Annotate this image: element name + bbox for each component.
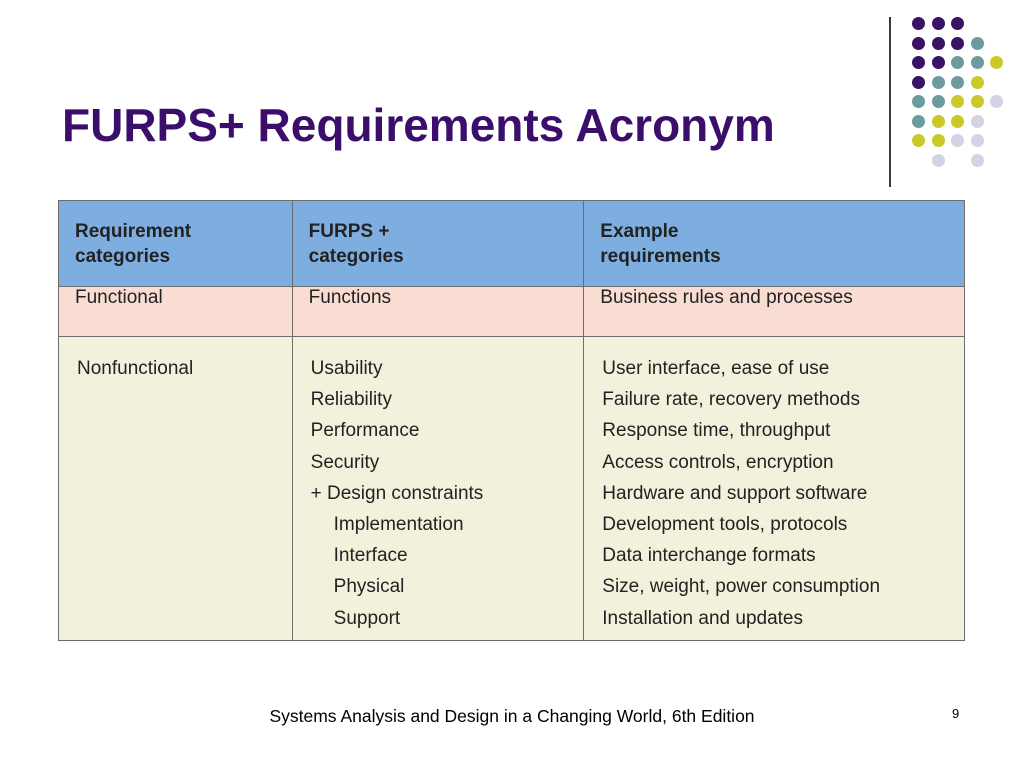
decorative-dot: [951, 17, 964, 30]
example-item: User interface, ease of use: [602, 358, 830, 379]
header-requirement-categories: Requirement categories: [59, 201, 293, 287]
header-furps-categories: FURPS + categories: [292, 201, 584, 287]
furps-item: + Design constraints: [310, 482, 484, 504]
decorative-dot: [912, 76, 925, 89]
decorative-dot: [932, 37, 945, 50]
nonfunctional-row: [59, 337, 965, 641]
furps-subitem: Implementation: [333, 513, 464, 535]
decorative-dot: [932, 17, 945, 30]
decorative-dot: [951, 95, 964, 108]
furps-subitem: Physical: [333, 576, 405, 598]
furps-item: Usability: [310, 358, 383, 379]
furps-item: Performance: [310, 420, 420, 442]
decorative-dot: [990, 95, 1003, 108]
decorative-dot: [971, 37, 984, 50]
nonfunctional-category-cell: Nonfunctional: [59, 337, 293, 641]
decorative-dot: [932, 154, 945, 167]
decorative-dot: [971, 56, 984, 69]
furps-item: Security: [310, 451, 380, 473]
functional-category-cell: Functional: [59, 287, 293, 337]
table-header-row: [59, 201, 965, 287]
decorative-dot: [932, 134, 945, 147]
decorative-dot: [912, 134, 925, 147]
furps-item: Reliability: [310, 389, 392, 411]
decorative-dot: [951, 134, 964, 147]
example-item: Installation and updates: [602, 607, 803, 629]
functional-example-cell: Business rules and processes: [584, 287, 965, 337]
example-item: Access controls, encryption: [602, 451, 834, 473]
decorative-dot: [912, 37, 925, 50]
furps-table: [58, 200, 965, 641]
example-item: Data interchange formats: [602, 545, 816, 567]
header-example-requirements: Example requirements: [584, 201, 965, 287]
decorative-dot: [912, 17, 925, 30]
decorative-dot: [971, 76, 984, 89]
decorative-dot: [971, 134, 984, 147]
example-item: Hardware and support software: [602, 482, 868, 504]
decorative-dot-grid: [900, 8, 1020, 178]
decorative-dot: [951, 115, 964, 128]
decorative-dot: [932, 115, 945, 128]
decorative-dot: [932, 56, 945, 69]
example-item: Failure rate, recovery methods: [602, 389, 860, 411]
furps-subitem: Interface: [333, 545, 408, 567]
decorative-dot: [971, 95, 984, 108]
decorative-dot: [912, 95, 925, 108]
decorative-dot: [951, 76, 964, 89]
decorative-dot: [912, 56, 925, 69]
slide-title: FURPS+ Requirements Acronym: [62, 99, 775, 151]
decorative-dot: [971, 115, 984, 128]
decorative-dot: [912, 115, 925, 128]
decorative-dot: [990, 56, 1003, 69]
decorative-dot: [951, 56, 964, 69]
functional-row: [59, 287, 965, 337]
decorative-dot: [971, 154, 984, 167]
page-number: 9: [952, 706, 960, 721]
nonfunctional-furps-cell: [292, 337, 584, 641]
decorative-dot: [932, 76, 945, 89]
decorative-dot: [932, 95, 945, 108]
nonfunctional-example-cell: [584, 337, 965, 641]
slide-footer: Systems Analysis and Design in a Changing World, 6th Edition: [269, 706, 755, 726]
example-item: Response time, throughput: [602, 420, 831, 442]
title-divider: [889, 17, 891, 187]
functional-furps-cell: Functions: [292, 287, 584, 337]
decorative-dot: [951, 37, 964, 50]
example-item: Development tools, protocols: [602, 513, 848, 535]
furps-subitem: Support: [333, 607, 401, 629]
example-item: Size, weight, power consumption: [602, 576, 881, 598]
